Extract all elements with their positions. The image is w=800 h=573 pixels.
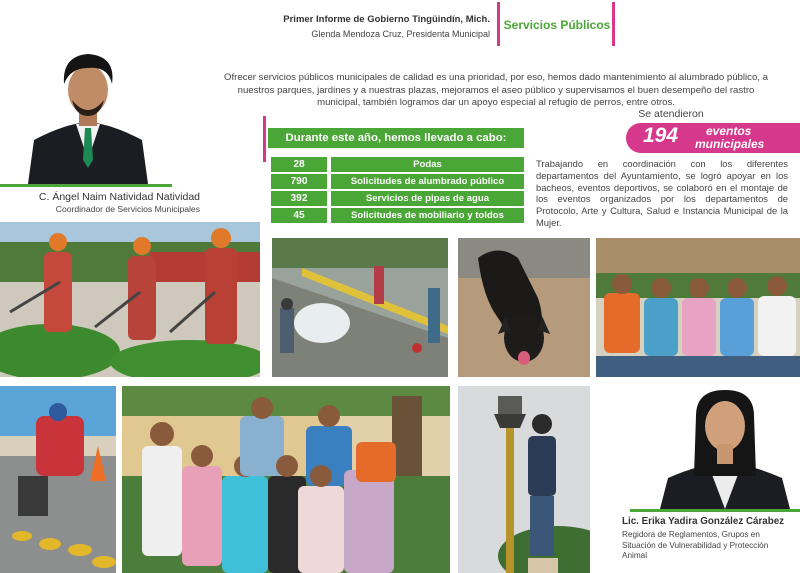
section-title: Servicios Públicos: [503, 18, 611, 32]
stat-value: 28: [271, 157, 327, 172]
stat-value: 392: [271, 191, 327, 206]
report-title: Primer Informe de Gobierno Tingüindín, Mich.: [283, 14, 490, 25]
header-divider-left: [497, 2, 500, 46]
coordinator-portrait: [24, 48, 152, 184]
mayor-name: Glenda Mendoza Cruz, Presidenta Municipal: [311, 29, 490, 39]
photo-community-group: [122, 386, 450, 573]
councilor-name: Lic. Erika Yadira González Cárabez: [622, 516, 785, 527]
photo-dog: [458, 238, 590, 377]
stat-value: 790: [271, 174, 327, 189]
stat-label: Solicitudes de alumbrado público: [331, 174, 524, 189]
events-intro: Se atendieron: [638, 108, 704, 120]
councilor-underline: [630, 509, 800, 512]
summary-accent-bar: [263, 116, 266, 162]
stat-label: Podas: [331, 157, 524, 172]
photo-road-works: [0, 386, 116, 573]
stat-row: [271, 157, 524, 172]
coordinator-underline: [0, 184, 172, 187]
stat-label: Solicitudes de mobiliario y toldos: [331, 208, 524, 223]
councilor-role: Regidora de Reglamentos, Grupos en Situación de Vulnerabilidad y Protección Animal: [622, 530, 769, 561]
summary-heading: Durante este año, hemos llevado a cabo:: [268, 128, 524, 148]
events-count: 194: [643, 124, 679, 147]
intro-paragraph: Ofrecer servicios públicos municipales de calidad es una prioridad, por eso, hemos dado mantenimiento al alumbrado público, a nuestros parques, jardines y a nuestras plazas, mejoramos el aseo público y supervisamos el buen desempeño del rastro municipal, también logramos dar un apoyo especial al refugio de perros, entre otros.: [224, 72, 768, 108]
photo-street-lamp: [458, 386, 590, 573]
stat-value: 45: [271, 208, 327, 223]
councilor-portrait: [660, 386, 790, 509]
header-divider-right: [612, 2, 615, 46]
photo-street-cleaning: [272, 238, 448, 377]
stat-row: [271, 174, 524, 189]
coordination-paragraph: Trabajando en coordinación con los diferentes departamentos del Ayuntamiento, se logró apoyar en los bacheos, eventos deportivos, se colaboró en el montaje de los eventos organizados por los departamentos de Protocolo, Arte y Cultura, Salud e Instancia Municipal de la Mujer.: [536, 158, 788, 228]
coordinator-role: Coordinador de Servicios Municipales: [55, 204, 200, 214]
events-label-line2: municipales: [695, 137, 765, 151]
stat-row: [271, 208, 524, 223]
stat-label: Servicios de pipas de agua: [331, 191, 524, 206]
coordinator-name: C. Ángel Naim Natividad Natividad: [38, 191, 200, 203]
photo-gardeners: [0, 222, 260, 377]
photo-team: [596, 238, 800, 377]
stat-row: [271, 191, 524, 206]
events-label-line1: eventos: [706, 124, 752, 138]
